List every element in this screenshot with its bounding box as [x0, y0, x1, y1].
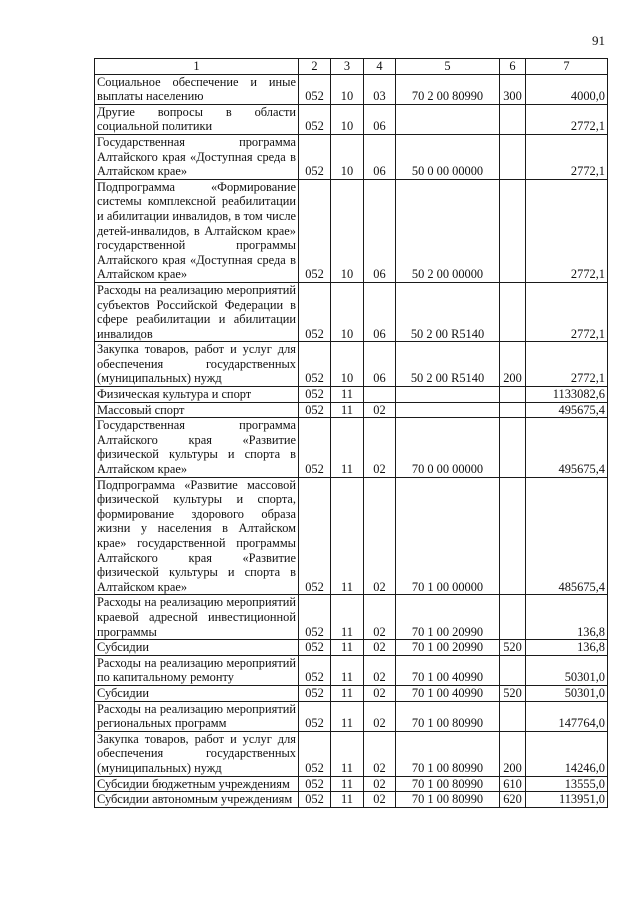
row-subsection-cell: 02	[364, 477, 396, 595]
row-amount-cell: 2772,1	[526, 342, 608, 387]
row-admin-code-cell: 052	[299, 74, 331, 104]
row-amount-cell: 2772,1	[526, 134, 608, 179]
row-admin-code-cell: 052	[299, 418, 331, 477]
row-subsection-cell: 02	[364, 776, 396, 792]
row-name-cell: Социальное обеспечение и иные выплаты населению	[95, 74, 299, 104]
row-amount-cell: 50301,0	[526, 685, 608, 701]
row-target-article-cell: 70 1 00 80990	[396, 731, 500, 776]
row-admin-code-cell: 052	[299, 701, 331, 731]
row-amount-cell: 50301,0	[526, 655, 608, 685]
row-target-article-cell: 70 1 00 20990	[396, 595, 500, 640]
row-admin-code-cell: 052	[299, 731, 331, 776]
row-amount-cell: 14246,0	[526, 731, 608, 776]
row-target-article-cell	[396, 104, 500, 134]
row-name-cell: Подпрограмма «Формирование системы комплексной реабилитации и абилитации инвалидов, в том числе детей-инвалидов, в Алтайском крае» государственной программы Алтайского края «Доступная среда в Алтайском крае»	[95, 179, 299, 282]
row-expense-type-cell: 620	[500, 792, 526, 808]
row-expense-type-cell	[500, 387, 526, 403]
row-name-cell: Расходы на реализацию мероприятий региональных программ	[95, 701, 299, 731]
table-row	[95, 342, 608, 387]
row-admin-code-cell: 052	[299, 640, 331, 656]
row-target-article-cell: 50 2 00 00000	[396, 179, 500, 282]
row-expense-type-cell	[500, 418, 526, 477]
table-row	[95, 640, 608, 656]
row-admin-code-cell: 052	[299, 342, 331, 387]
row-subsection-cell: 02	[364, 402, 396, 418]
row-expense-type-cell	[500, 104, 526, 134]
row-admin-code-cell: 052	[299, 402, 331, 418]
row-admin-code-cell: 052	[299, 134, 331, 179]
row-target-article-cell: 50 2 00 R5140	[396, 342, 500, 387]
row-subsection-cell: 02	[364, 701, 396, 731]
row-subsection-cell: 06	[364, 104, 396, 134]
table-row	[95, 477, 608, 595]
row-subsection-cell: 02	[364, 640, 396, 656]
table-row	[95, 387, 608, 403]
row-section-cell: 11	[331, 731, 364, 776]
row-target-article-cell: 70 1 00 40990	[396, 685, 500, 701]
table-row	[95, 655, 608, 685]
row-subsection-cell: 02	[364, 418, 396, 477]
row-section-cell: 11	[331, 776, 364, 792]
row-name-cell: Физическая культура и спорт	[95, 387, 299, 403]
row-section-cell: 11	[331, 402, 364, 418]
row-target-article-cell: 50 0 00 00000	[396, 134, 500, 179]
header-cell-6: 6	[500, 59, 526, 75]
row-amount-cell: 147764,0	[526, 701, 608, 731]
row-section-cell: 11	[331, 655, 364, 685]
row-name-cell: Расходы на реализацию мероприятий субъектов Российской Федерации в сфере реабилитации и абилитации инвалидов	[95, 282, 299, 341]
table-row	[95, 776, 608, 792]
table-row	[95, 74, 608, 104]
row-amount-cell: 495675,4	[526, 402, 608, 418]
table-row	[95, 134, 608, 179]
row-section-cell: 10	[331, 104, 364, 134]
table-row	[95, 418, 608, 477]
row-amount-cell: 136,8	[526, 595, 608, 640]
row-expense-type-cell	[500, 477, 526, 595]
row-name-cell: Расходы на реализацию мероприятий краевой адресной инвестиционной программы	[95, 595, 299, 640]
row-admin-code-cell: 052	[299, 655, 331, 685]
row-section-cell: 11	[331, 701, 364, 731]
row-amount-cell: 4000,0	[526, 74, 608, 104]
row-expense-type-cell	[500, 179, 526, 282]
row-subsection-cell: 06	[364, 179, 396, 282]
row-target-article-cell: 70 1 00 80990	[396, 776, 500, 792]
row-subsection-cell: 02	[364, 792, 396, 808]
row-name-cell: Субсидии	[95, 685, 299, 701]
row-target-article-cell: 70 0 00 00000	[396, 418, 500, 477]
row-amount-cell: 1133082,6	[526, 387, 608, 403]
row-expense-type-cell: 520	[500, 640, 526, 656]
row-target-article-cell	[396, 387, 500, 403]
row-subsection-cell	[364, 387, 396, 403]
header-cell-4: 4	[364, 59, 396, 75]
row-subsection-cell: 02	[364, 731, 396, 776]
row-name-cell: Массовый спорт	[95, 402, 299, 418]
row-name-cell: Закупка товаров, работ и услуг для обеспечения государственных (муниципальных) нужд	[95, 731, 299, 776]
row-target-article-cell: 70 1 00 00000	[396, 477, 500, 595]
table-row	[95, 731, 608, 776]
row-admin-code-cell: 052	[299, 282, 331, 341]
header-cell-1: 1	[95, 59, 299, 75]
row-section-cell: 10	[331, 179, 364, 282]
row-amount-cell: 113951,0	[526, 792, 608, 808]
row-subsection-cell: 03	[364, 74, 396, 104]
row-target-article-cell: 70 1 00 40990	[396, 655, 500, 685]
header-cell-2: 2	[299, 59, 331, 75]
row-subsection-cell: 06	[364, 134, 396, 179]
row-admin-code-cell: 052	[299, 792, 331, 808]
row-admin-code-cell: 052	[299, 387, 331, 403]
row-expense-type-cell: 300	[500, 74, 526, 104]
row-name-cell: Другие вопросы в области социальной политики	[95, 104, 299, 134]
budget-table	[94, 58, 608, 808]
row-target-article-cell: 70 1 00 80990	[396, 792, 500, 808]
row-name-cell: Субсидии	[95, 640, 299, 656]
row-section-cell: 10	[331, 134, 364, 179]
row-expense-type-cell	[500, 655, 526, 685]
row-subsection-cell: 06	[364, 282, 396, 341]
row-expense-type-cell: 200	[500, 342, 526, 387]
row-expense-type-cell	[500, 282, 526, 341]
row-expense-type-cell	[500, 402, 526, 418]
row-section-cell: 11	[331, 595, 364, 640]
row-name-cell: Государственная программа Алтайского края «Доступная среда в Алтайском крае»	[95, 134, 299, 179]
row-name-cell: Подпрограмма «Развитие массовой физической культуры и спорта, формирование здорового образа жизни у населения в Алтайском крае» государственной программы Алтайского края «Развитие физической культуры и спорта в Алтайском крае»	[95, 477, 299, 595]
table-row	[95, 104, 608, 134]
row-amount-cell: 485675,4	[526, 477, 608, 595]
row-section-cell: 10	[331, 342, 364, 387]
row-target-article-cell	[396, 402, 500, 418]
table-row	[95, 179, 608, 282]
row-expense-type-cell: 610	[500, 776, 526, 792]
row-amount-cell: 2772,1	[526, 179, 608, 282]
row-name-cell: Закупка товаров, работ и услуг для обеспечения государственных (муниципальных) нужд	[95, 342, 299, 387]
row-section-cell: 10	[331, 74, 364, 104]
row-expense-type-cell	[500, 134, 526, 179]
row-target-article-cell: 70 1 00 20990	[396, 640, 500, 656]
row-subsection-cell: 06	[364, 342, 396, 387]
row-expense-type-cell: 200	[500, 731, 526, 776]
row-subsection-cell: 02	[364, 685, 396, 701]
row-admin-code-cell: 052	[299, 595, 331, 640]
row-section-cell: 10	[331, 282, 364, 341]
row-name-cell: Государственная программа Алтайского края «Развитие физической культуры и спорта в Алтайском крае»	[95, 418, 299, 477]
row-amount-cell: 13555,0	[526, 776, 608, 792]
row-section-cell: 11	[331, 477, 364, 595]
table-row	[95, 685, 608, 701]
header-cell-5: 5	[396, 59, 500, 75]
row-target-article-cell: 50 2 00 R5140	[396, 282, 500, 341]
row-name-cell: Субсидии бюджетным учреждениям	[95, 776, 299, 792]
row-amount-cell: 2772,1	[526, 282, 608, 341]
row-target-article-cell: 70 1 00 80990	[396, 701, 500, 731]
row-admin-code-cell: 052	[299, 776, 331, 792]
table-row	[95, 792, 608, 808]
table-row	[95, 282, 608, 341]
row-amount-cell: 136,8	[526, 640, 608, 656]
table-row	[95, 402, 608, 418]
row-section-cell: 11	[331, 418, 364, 477]
header-cell-7: 7	[526, 59, 608, 75]
row-admin-code-cell: 052	[299, 477, 331, 595]
row-expense-type-cell	[500, 701, 526, 731]
row-subsection-cell: 02	[364, 655, 396, 685]
row-name-cell: Субсидии автономным учреждениям	[95, 792, 299, 808]
row-target-article-cell: 70 2 00 80990	[396, 74, 500, 104]
page-number: 91	[592, 33, 605, 48]
row-admin-code-cell: 052	[299, 685, 331, 701]
row-section-cell: 11	[331, 685, 364, 701]
row-amount-cell: 2772,1	[526, 104, 608, 134]
row-expense-type-cell: 520	[500, 685, 526, 701]
row-name-cell: Расходы на реализацию мероприятий по капитальному ремонту	[95, 655, 299, 685]
row-admin-code-cell: 052	[299, 104, 331, 134]
row-section-cell: 11	[331, 792, 364, 808]
header-row	[95, 59, 608, 75]
row-admin-code-cell: 052	[299, 179, 331, 282]
row-subsection-cell: 02	[364, 595, 396, 640]
header-cell-3: 3	[331, 59, 364, 75]
table-row	[95, 595, 608, 640]
row-section-cell: 11	[331, 387, 364, 403]
row-expense-type-cell	[500, 595, 526, 640]
row-section-cell: 11	[331, 640, 364, 656]
row-amount-cell: 495675,4	[526, 418, 608, 477]
table-row	[95, 701, 608, 731]
